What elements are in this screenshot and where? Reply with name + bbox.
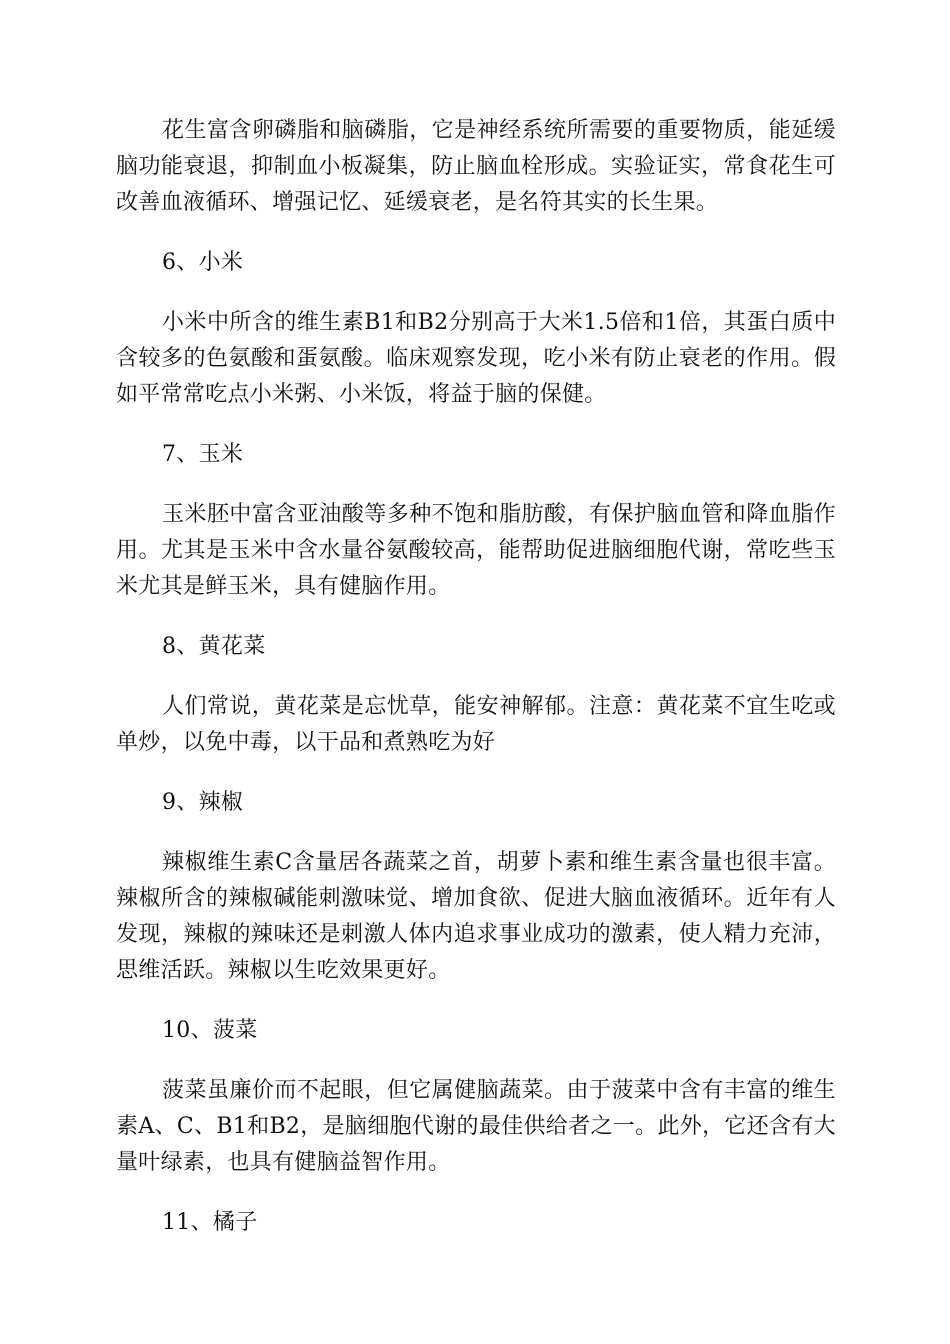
heading-orange: 11、橘子	[162, 1210, 258, 1235]
paragraph-chili: 辣椒维生素C含量居各蔬菜之首，胡萝卜素和维生素含量也很丰富。辣椒所含的辣椒碱能刺激味觉、增加食欲、促进大脑血液循环。近年有人发现，辣椒的辣味还是刺激人体内追求事业成功的激素，使人精力充沛，思维活跃。辣椒以生吃效果更好。	[116, 850, 836, 983]
paragraph-peanut: 花生富含卵磷脂和脑磷脂，它是神经系统所需要的重要物质，能延缓脑功能衰退，抑制血小板凝集，防止脑血栓形成。实验证实，常食花生可改善血液循环、增强记忆、延缓衰老，是名符其实的长生果。	[116, 118, 836, 215]
heading-chili: 9、辣椒	[162, 790, 244, 815]
paragraph-spinach: 菠菜虽廉价而不起眼，但它属健脑蔬菜。由于菠菜中含有丰富的维生素A、C、B1和B2，是脑细胞代谢的最佳供给者之一。此外，它还含有大量叶绿素，也具有健脑益智作用。	[116, 1078, 836, 1175]
heading-millet: 6、小米	[162, 250, 244, 275]
paragraph-corn: 玉米胚中富含亚油酸等多种不饱和脂肪酸，有保护脑血管和降血脂作用。尤其是玉米中含水量谷氨酸较高，能帮助促进脑细胞代谢，常吃些玉米尤其是鲜玉米，具有健脑作用。	[116, 502, 836, 599]
document-body	[116, 113, 836, 1241]
heading-corn: 7、玉米	[162, 442, 244, 467]
heading-daylily: 8、黄花菜	[162, 634, 266, 659]
paragraph-millet: 小米中所含的维生素B1和B2分别高于大米1.5倍和1倍，其蛋白质中含较多的色氨酸和蛋氨酸。临床观察发现，吃小米有防止衰老的作用。假如平常常吃点小米粥、小米饭，将益于脑的保健。	[116, 310, 836, 407]
paragraph-daylily: 人们常说，黄花菜是忘忧草，能安神解郁。注意：黄花菜不宜生吃或单炒，以免中毒，以干品和煮熟吃为好	[116, 694, 836, 755]
heading-spinach: 10、菠菜	[162, 1018, 258, 1043]
